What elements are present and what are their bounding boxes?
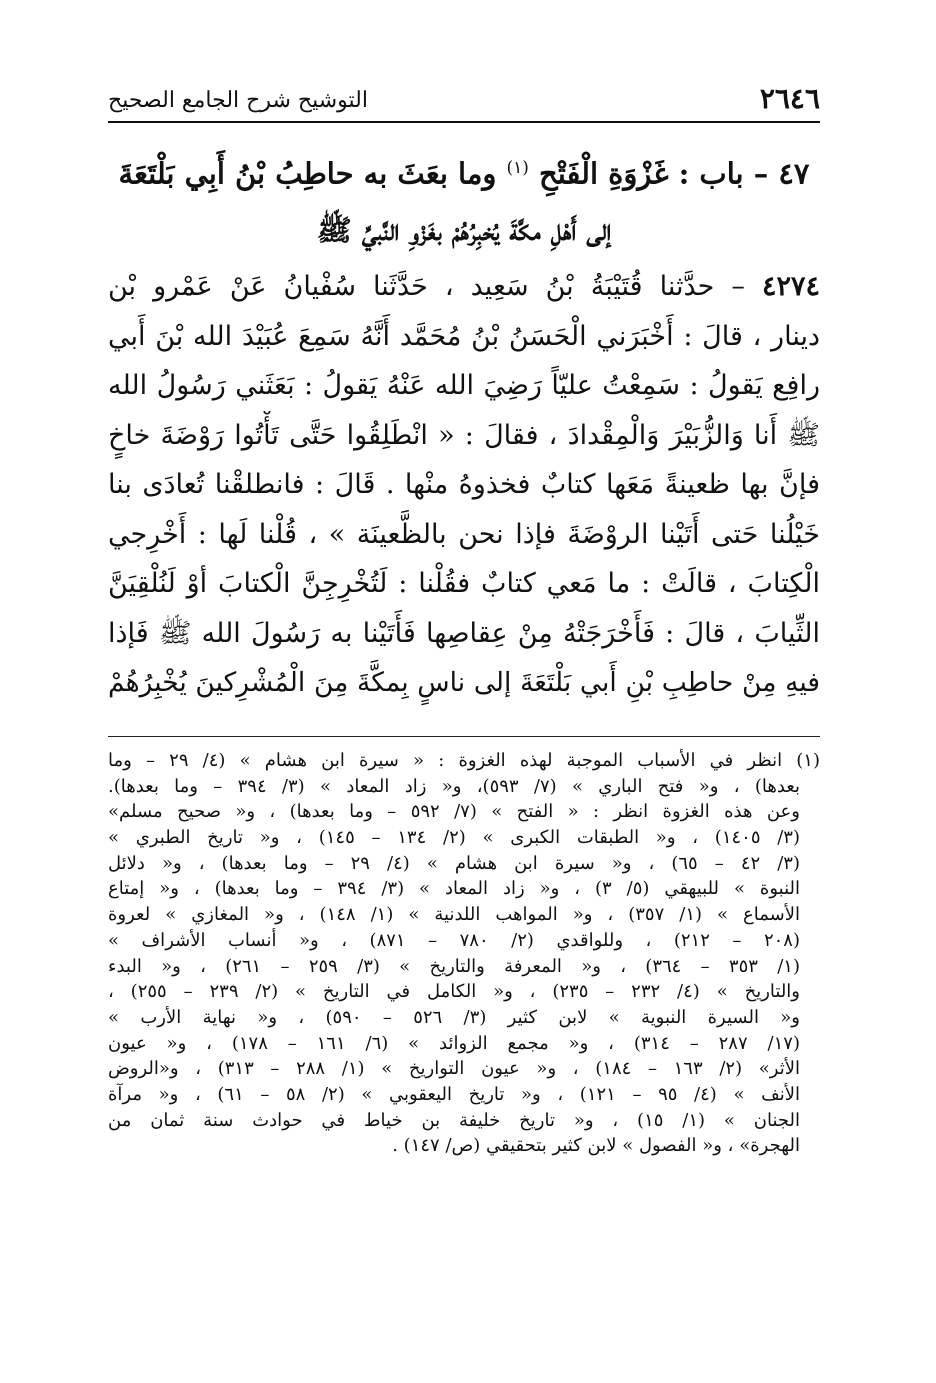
footnote-reference: (١) bbox=[506, 158, 529, 178]
hadith-line: خَيْلُنا حَتى أَتَيْنا الروْضَةَ فإذا نحن بالظَّعينَة » ، قُلْنا لَها : أَخْرِجي bbox=[108, 518, 820, 550]
header-divider bbox=[108, 121, 820, 123]
footnote-line: والتاريخ » (٤/ ٢٣٢ – ٢٣٥) ، و« الكامل في التاريخ » (٢/ ٢٣٩ – ٢٥٥) ، bbox=[108, 981, 801, 1003]
hadith-line: دينار ، قالَ : أَخْبَرَني الْحَسَنُ بْنُ مُحَمَّد أَنَّهُ سَمِعَ عُبَيْدَ الله بْنَ أَبي bbox=[108, 320, 820, 352]
chapter-heading-line-2: إلى أَهْلِ مكَّةَ يُخبِرُهُمْ بغَزْوِ النَّبيِّ ﷺ bbox=[316, 212, 612, 247]
hadith-line bbox=[108, 262, 820, 312]
footnote-line: الهجرة» ، و« الفصول » لابن كثير بتحقيقي (ص/ ١٤٧) . bbox=[392, 1135, 800, 1157]
footnote-line: و« السيرة النبوية » لابن كثير (٣/ ٥٢٦ – ٥٩٠) ، و« نهاية الأرب » bbox=[108, 1006, 800, 1028]
footnote-line: الأثر» (٢/ ١٦٣ – ١٨٤) ، و« عيون التواريخ » (١/ ٢٨٨ – ٣١٣) ، و«الروض bbox=[108, 1058, 800, 1080]
footnote-line: الجنان » (١/ ١٥) ، و« تاريخ خليفة بن خياط في حوادث سنة ثمان من bbox=[108, 1109, 800, 1131]
hadith-number: ٤٢٧٤ bbox=[761, 271, 820, 302]
footnote-line: (١) انظر في الأسباب الموجبة لهذه الغزوة : « سيرة ابن هشام » (٤/ ٢٩ – وما bbox=[108, 750, 820, 771]
hadith-line: الْكِتابَ ، قالَتْ : ما مَعي كتابٌ فقُلْنا : لَتُخْرِجِنَّ الْكتابَ أوْ لَنُلْقِيَنَّ bbox=[108, 568, 820, 599]
footnote-line: وعن هذه الغزوة انظر : « الفتح » (٧/ ٥٩٢ – وما بعدها) ، و« صحيح مسلم» bbox=[108, 801, 800, 823]
chapter-heading-line-1 bbox=[108, 140, 820, 202]
page-header bbox=[108, 82, 820, 118]
hadith-line: ﷺ أَنا وَالزُّبَيْرَ وَالْمِقْدادَ ، فقالَ : « انْطَلِقُوا حَتَّى تَأْتُوا رَوْضَةَ خاخٍ bbox=[108, 419, 820, 451]
hadith-line: فإنَّ بها ظعينةً مَعَها كتابٌ فخذوهُ منْها . قَالَ : فانطلقْنا تُعادَى بنا bbox=[108, 469, 820, 500]
footnote-line: (٣/ ٤٢ – ٦٥) ، و« سيرة ابن هشام » (٤/ ٢٩ – وما بعدها) ، و« دلائل bbox=[108, 852, 800, 874]
footnote-divider bbox=[108, 736, 820, 737]
hadith-text bbox=[108, 262, 820, 708]
hadith-line: فيهِ مِنْ حاطِبِ بْنِ أَبي بَلْتَعَةَ إلى ناسٍ بِمكَّةَ مِنَ الْمُشْرِكينَ يُخْبِرُهُمْ bbox=[108, 667, 820, 698]
footnotes bbox=[108, 748, 820, 1159]
footnote-line: (١/ ٣٥٣ – ٣٦٤) ، و« المعرفة والتاريخ » (٣/ ٢٥٩ – ٢٦١) ، و« البدء bbox=[108, 955, 800, 977]
hadith-line-text: – حدَّثنا قُتَيْبَةُ بْنُ سَعِيد ، حَدَّثَنا سُفْيانُ عَنْ عَمْرو بْن bbox=[108, 271, 745, 302]
footnote-line: الأسماع » (١/ ٣٥٧) ، و« المواهب اللدنية » (١/ ١٤٨) ، و« المغازي » لعروة bbox=[108, 904, 800, 926]
hadith-line: الثِّيابَ ، قالَ : فَأَخْرَجَتْهُ مِنْ عِقاصِها فَأَتَيْنا به رَسُولَ الله ﷺ فَإذا bbox=[108, 617, 820, 649]
footnote-line: الأُنف » (٤/ ٩٥ – ١٢١) ، و« تاريخ اليعقوبي » (٢/ ٥٨ – ٦١) ، و« مرآة bbox=[108, 1083, 800, 1105]
page-number: ٢٦٤٦ bbox=[759, 82, 820, 115]
chapter-title-part-1: ٤٧ – باب : غَزْوَةِ الْفَتْحِ bbox=[539, 156, 810, 191]
footnote-line: (١٧/ ٢٨٧ – ٣١٤) ، و« مجمع الزوائد » (٦/ ١٦١ – ١٧٨) ، و« عيون bbox=[108, 1032, 800, 1054]
hadith-line: رافِع يَقولُ : سَمِعْتُ عليّاً رَضِيَ الله عَنْهُ يَقولُ : بَعَثَني رَسُولُ الله bbox=[108, 370, 820, 401]
chapter-heading bbox=[108, 140, 820, 258]
footnote-line: النبوة » للبيهقي (٥/ ٣) ، و« زاد المعاد » (٣/ ٣٩٤ – وما بعدها) ، و« إمتاع bbox=[108, 878, 800, 900]
footnote-line: بعدها) ، و« فتح الباري » (٧/ ٥٩٣)، و« زاد المعاد » (٣/ ٣٩٤ – وما بعدها). bbox=[108, 775, 800, 797]
footnote-line: (٣/ ١٤٠٥) ، و« الطبقات الكبرى » (٢/ ١٣٤ – ١٤٥) ، و« تاريخ الطبري » bbox=[108, 827, 800, 849]
footnote-line: (٢٠٨ – ٢١٢) ، وللواقدي (٢/ ٧٨٠ – ٨٧١) ، و« أنساب الأشراف » bbox=[108, 929, 800, 951]
running-title: التوشيح شرح الجامع الصحيح bbox=[108, 88, 368, 113]
chapter-title-part-2: وما بعَثَ به حاطِبُ بْنُ أَبِي بَلْتَعَةَ bbox=[118, 156, 497, 191]
